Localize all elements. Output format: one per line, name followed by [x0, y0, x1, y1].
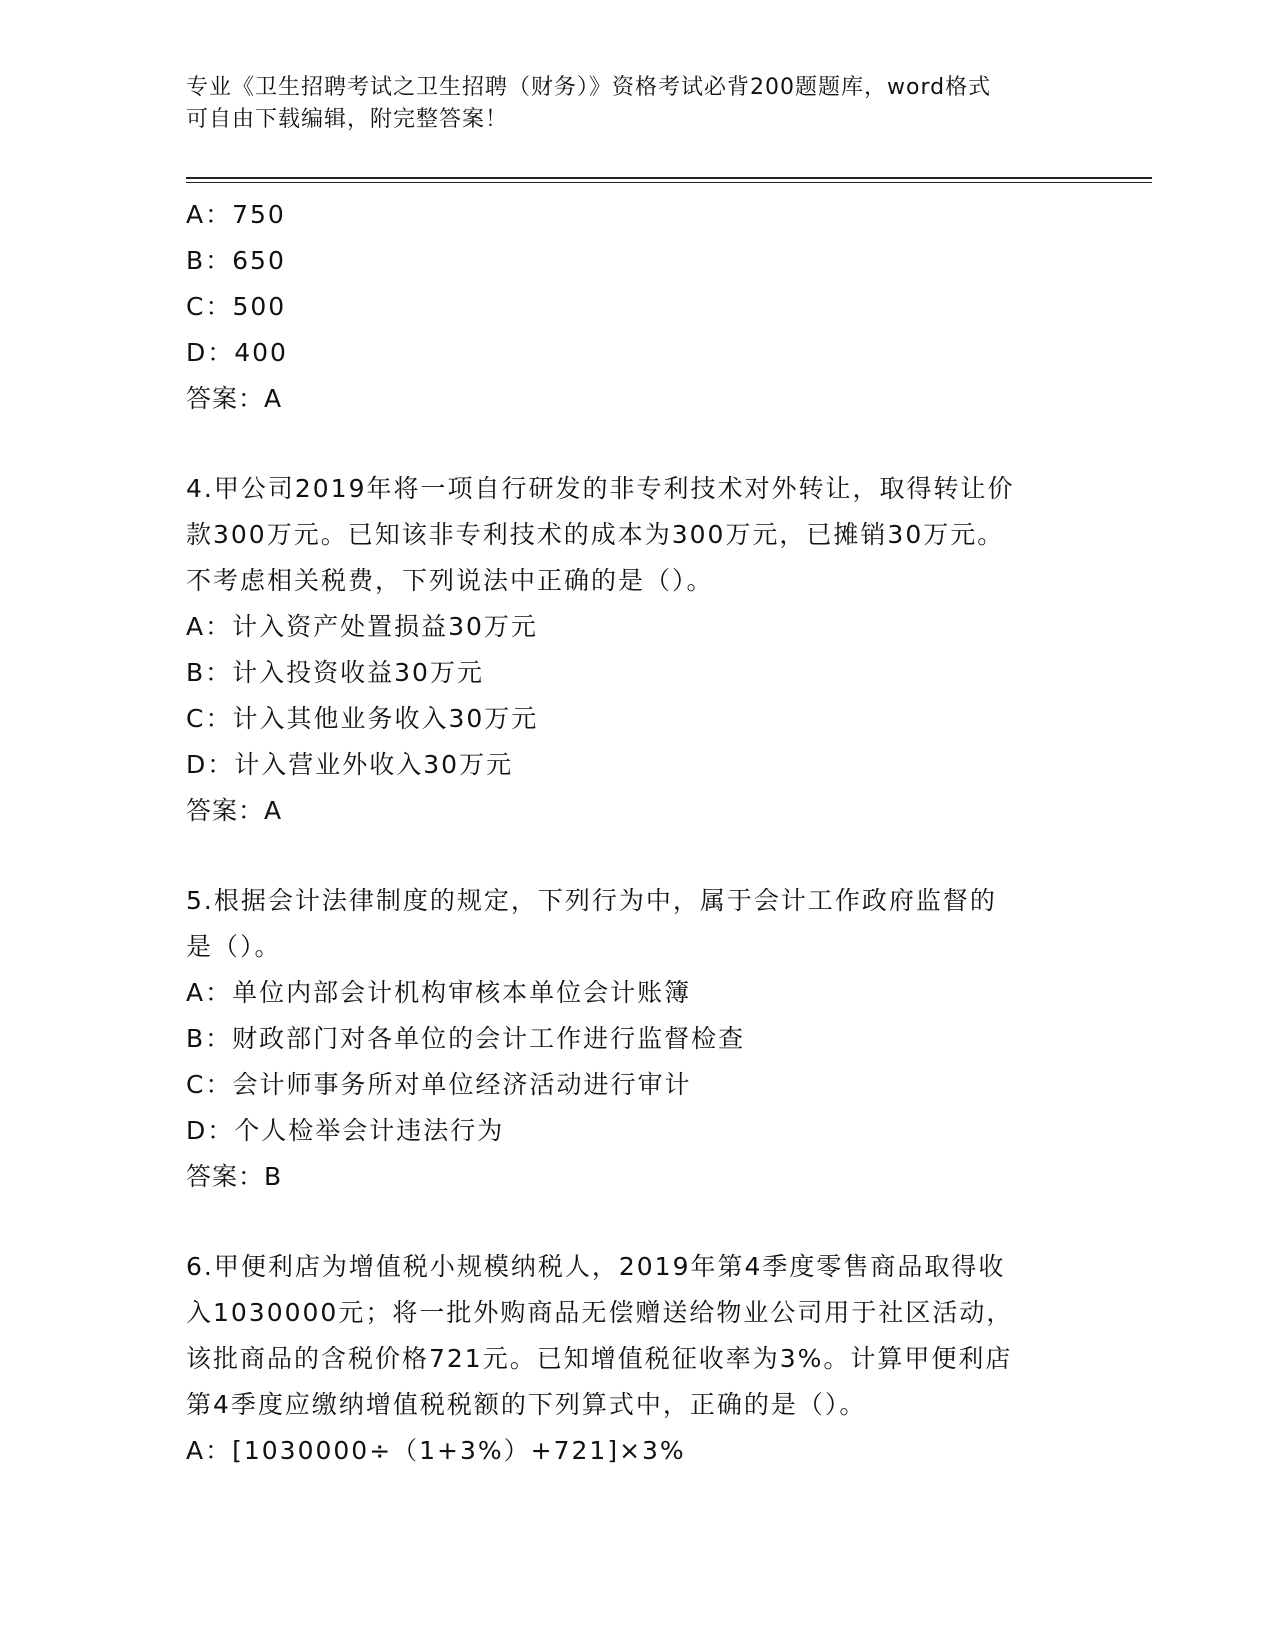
question-stem: 款300万元。已知该非专利技术的成本为300万元，已摊销30万元。	[186, 520, 1005, 549]
document-header	[186, 72, 1066, 136]
header-divider	[186, 177, 1152, 179]
question-stem: 第4季度应缴纳增值税税额的下列算式中，正确的是（）。	[186, 1390, 867, 1419]
answer: 答案：A	[186, 796, 283, 825]
header-divider-thin	[186, 182, 1152, 183]
question-stem: 4.甲公司2019年将一项自行研发的非专利技术对外转让，取得转让价	[186, 474, 1015, 503]
question-3	[186, 192, 1086, 422]
option-a: A：单位内部会计机构审核本单位会计账簿	[186, 978, 692, 1007]
option-c: C：500	[186, 292, 287, 321]
question-stem: 不考虑相关税费，下列说法中正确的是（）。	[186, 566, 714, 595]
answer: 答案：B	[186, 1162, 283, 1191]
question-list	[186, 192, 1086, 1474]
option-a: A：[1030000÷（1+3%）+721]×3%	[186, 1436, 686, 1465]
answer: 答案：A	[186, 384, 283, 413]
question-stem: 入1030000元；将一批外购商品无偿赠送给物业公司用于社区活动，	[186, 1298, 1014, 1327]
header-line-2: 可自由下载编辑，附完整答案！	[186, 107, 509, 132]
option-b: B：650	[186, 246, 286, 275]
question-stem: 6.甲便利店为增值税小规模纳税人，2019年第4季度零售商品取得收	[186, 1252, 1006, 1281]
question-5	[186, 878, 1086, 1200]
question-stem: 是（）。	[186, 932, 282, 961]
option-d: D：个人检举会计违法行为	[186, 1116, 505, 1145]
option-a: A：750	[186, 200, 286, 229]
option-b: B：计入投资收益30万元	[186, 658, 484, 687]
question-4	[186, 466, 1086, 834]
question-stem: 该批商品的含税价格721元。已知增值税征收率为3%。计算甲便利店	[186, 1344, 1013, 1373]
question-6	[186, 1244, 1086, 1474]
option-d: D：计入营业外收入30万元	[186, 750, 514, 779]
question-stem: 5.根据会计法律制度的规定，下列行为中，属于会计工作政府监督的	[186, 886, 997, 915]
option-d: D：400	[186, 338, 288, 367]
option-b: B：财政部门对各单位的会计工作进行监督检查	[186, 1024, 746, 1053]
option-c: C：会计师事务所对单位经济活动进行审计	[186, 1070, 692, 1099]
header-line-1: 专业《卫生招聘考试之卫生招聘（财务）》资格考试必背200题题库，word格式	[186, 75, 992, 100]
option-c: C：计入其他业务收入30万元	[186, 704, 539, 733]
option-a: A：计入资产处置损益30万元	[186, 612, 538, 641]
